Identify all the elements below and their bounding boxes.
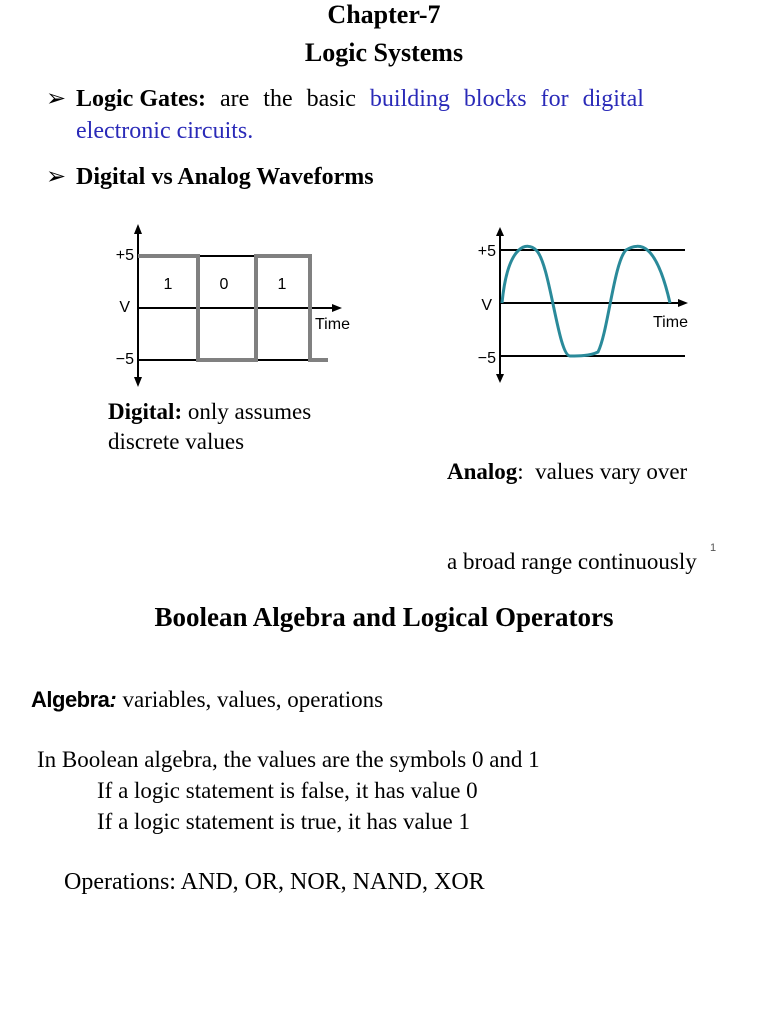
algebra-line (31, 687, 383, 713)
chapter-title: Chapter-7 (327, 0, 441, 29)
digital-caption-line1: only assumes (182, 399, 312, 424)
analog-y-mid-label: V (481, 297, 492, 314)
digital-y-mid-label: V (119, 299, 130, 316)
false-value-line: If a logic statement is false, it has value 0 (97, 778, 478, 803)
analog-caption-line1: : values vary over (517, 459, 688, 484)
digital-bit-label: 0 (219, 276, 229, 293)
bullet-arrow-icon: ➢ (46, 164, 67, 190)
digital-x-arrow-icon (332, 304, 342, 312)
digital-y-bottom-label: −5 (115, 351, 134, 368)
digital-y-top-label: +5 (115, 247, 134, 264)
boolean-values-line: In Boolean algebra, the values are the symbols 0 and 1 (37, 747, 540, 772)
digital-caption (108, 397, 408, 457)
analog-y-arrow-up-icon (496, 227, 504, 236)
logic-gates-highlight: building blocks for digital (369, 86, 644, 112)
operations-line: Operations: AND, OR, NOR, NAND, XOR (64, 869, 485, 895)
digital-caption-line2: discrete values (108, 429, 245, 454)
page-number: 1 (710, 542, 717, 554)
digital-waveform-chart (100, 222, 370, 390)
digital-bit-label: 1 (277, 276, 287, 293)
digital-term: Digital: (108, 399, 183, 424)
logic-gates-term: Logic Gates: (76, 86, 206, 112)
analog-x-label: Time (653, 314, 688, 331)
analog-caption (447, 397, 762, 607)
algebra-term: Algebra (31, 687, 110, 712)
analog-y-arrow-down-icon (496, 374, 504, 383)
digital-x-label: Time (315, 316, 350, 333)
analog-y-top-label: +5 (477, 243, 496, 260)
logic-gates-mid: are the basic (205, 86, 370, 112)
bullet-logic-gates (46, 84, 726, 113)
analog-y-bottom-label: −5 (477, 350, 496, 367)
bullet-waveforms (46, 162, 374, 191)
digital-y-arrow-up-icon (134, 224, 142, 234)
analog-caption-line2: a broad range continuously (447, 549, 697, 574)
logic-gates-highlight-cont: electronic circuits. (76, 118, 254, 144)
analog-sine-wave (502, 246, 670, 356)
algebra-rest: variables, values, operations (116, 687, 384, 712)
waveforms-heading: Digital vs Analog Waveforms (76, 164, 374, 190)
page-title: Logic Systems (304, 38, 464, 67)
true-value-line: If a logic statement is true, it has value 1 (97, 809, 470, 834)
boolean-title: Boolean Algebra and Logical Operators (154, 602, 614, 632)
digital-bit-label: 1 (163, 276, 173, 293)
algebra-colon: : (109, 687, 117, 712)
bullet-arrow-icon: ➢ (46, 86, 67, 112)
analog-waveform-chart (460, 222, 710, 390)
analog-term: Analog (447, 459, 518, 484)
analog-x-arrow-icon (678, 299, 688, 307)
digital-y-arrow-down-icon (134, 377, 142, 387)
